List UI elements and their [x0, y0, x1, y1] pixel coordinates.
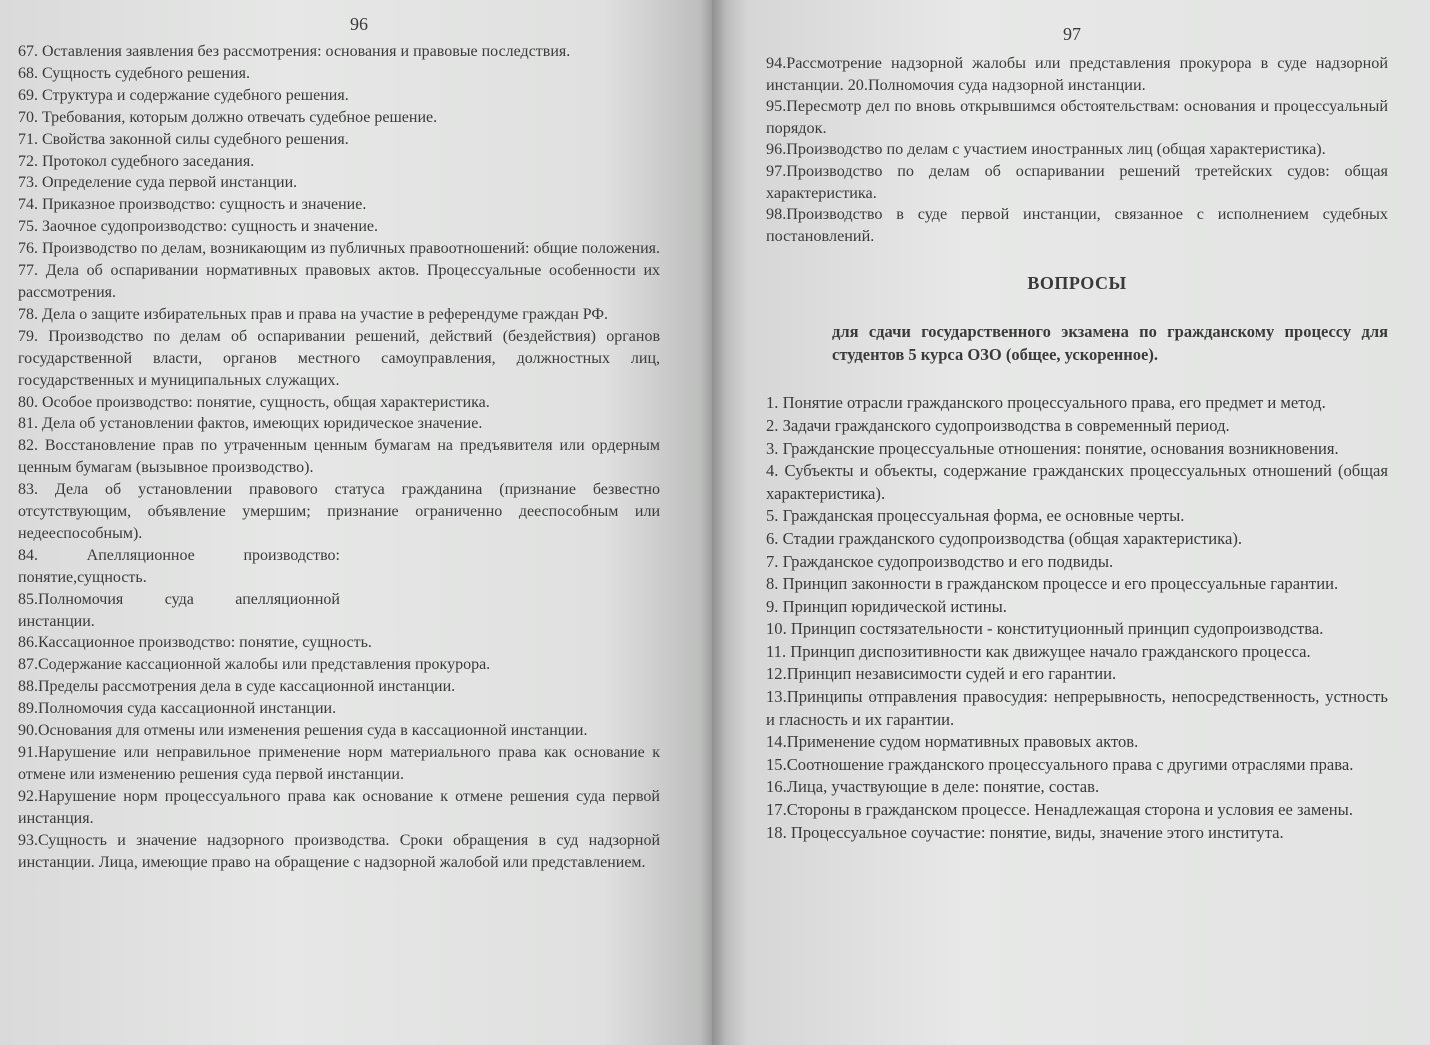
left-page — [0, 0, 712, 1045]
list-item: 74. Приказное производство: сущность и значение. — [18, 196, 367, 214]
list-item: 98.Производство в суде первой инстанции, связанное с исполнением судебных постановлений. — [766, 205, 1388, 245]
list-item: 18. Процессуальное соучастие: понятие, виды, значение этого института. — [766, 822, 1284, 842]
list-item: 6. Стадии гражданского судопроизводства (общая характеристика). — [766, 528, 1243, 548]
list-item: 89.Полномочия суда кассационной инстанции. — [18, 700, 337, 718]
list-item: 8. Принцип законности в гражданском процессе и его процессуальные гарантии. — [766, 574, 1339, 594]
list-item: 69. Структура и содержание судебного решения. — [18, 86, 349, 104]
list-item: 3. Гражданские процессуальные отношения: понятие, основания возникновения. — [766, 438, 1339, 458]
list-item: 87.Содержание кассационной жалобы или представления прокурора. — [18, 656, 491, 674]
list-item: 15.Соотношение гражданского процессуального права с другими отраслями права. — [766, 754, 1354, 774]
list-item: 13.Принципы отправления правосудия: непрерывность, непосредственность, устность и гласность и их гарантии. — [766, 687, 1388, 729]
list-item: 4. Субъекты и объекты, содержание гражданских процессуальных отношений (общая характеристика). — [766, 461, 1388, 503]
list-item: 72. Протокол судебного заседания. — [18, 152, 255, 170]
list-item: 86.Кассационное производство: понятие, сущность. — [18, 634, 372, 652]
list-item: 90.Основания для отмены или изменения решения суда в кассационной инстанции. — [18, 722, 588, 740]
list-item: 93.Сущность и значение надзорного производства. Сроки обращения в суд надзорной инстанции. Лица, имеющие право на обращение с надзорной жалобой или представлением. — [18, 831, 660, 871]
list-item: 96.Производство по делам с участием иностранных лиц (общая характеристика). — [766, 140, 1326, 159]
list-item: 16.Лица, участвующие в деле: понятие, состав. — [766, 777, 1100, 797]
list-item: 85.Полномочия суда апелляционной инстанции. — [18, 590, 340, 630]
page-number-right: 97 — [1063, 24, 1081, 44]
list-item: 1. Понятие отрасли гражданского процессуального права, его предмет и метод. — [766, 393, 1326, 413]
list-item: 83. Дела об установлении правового статуса гражданина (признание безвестно отсутствующим, объявление умершим; признание ограниченно дееспособным или недееспособным). — [18, 481, 660, 542]
list-item: 11. Принцип диспозитивности как движущее начало гражданского процесса. — [766, 641, 1311, 661]
right-page — [712, 0, 1430, 1045]
section-subheading: для сдачи государственного экзамена по гражданскому процессу для студентов 5 курса ОЗО (общее, ускоренное). — [832, 322, 1388, 365]
list-item: 67. Оставления заявления без рассмотрения: основания и правовые последствия. — [18, 43, 571, 60]
list-item: 80. Особое производство: понятие, сущность, общая характеристика. — [18, 393, 490, 411]
list-item: 88.Пределы рассмотрения дела в суде кассационной инстанции. — [18, 678, 456, 696]
list-item: 95.Пересмотр дел по вновь открывшимся обстоятельствам: основания и процессуальный порядок. — [766, 97, 1388, 137]
list-item: 77. Дела об оспаривании нормативных правовых актов. Процессуальные особенности их рассмотрения. — [18, 262, 660, 301]
question-list — [766, 392, 1388, 844]
list-item: 12.Принцип независимости судей и его гарантии. — [766, 664, 1117, 684]
list-item: 17.Стороны в гражданском процессе. Ненадлежащая сторона и условия ее замены. — [766, 800, 1353, 820]
list-item: 75. Заочное судопроизводство: сущность и значение. — [18, 218, 379, 236]
list-item: 92.Нарушение норм процессуального права как основание к отмене решения суда первой инстанция. — [18, 787, 660, 827]
list-item: 78. Дела о защите избирательных прав и права на участие в референдуме граждан РФ. — [18, 305, 609, 323]
list-item: 70. Требования, которым должно отвечать судебное решение. — [18, 108, 438, 126]
list-item: 91.Нарушение или неправильное применение норм материального права как основание к отмене или изменению решения суда первой инстанции. — [18, 744, 660, 783]
list-item: 7. Гражданское судопроизводство и его подвиды. — [766, 551, 1114, 571]
list-item: 84. Апелляционное производство: понятие,сущность. — [18, 546, 340, 586]
list-item: 5. Гражданская процессуальная форма, ее основные черты. — [766, 506, 1185, 526]
list-item: 97.Производство по делам об оспаривании решений третейских судов: общая характеристика. — [766, 161, 1388, 202]
page-number-left: 96 — [350, 14, 368, 34]
list-item: 9. Принцип юридической истины. — [766, 596, 1007, 616]
section-heading: ВОПРОСЫ — [1027, 273, 1127, 294]
list-item: 73. Определение суда первой инстанции. — [18, 174, 298, 192]
list-item: 76. Производство по делам, возникающим из публичных правоотношений: общие положения. — [18, 240, 660, 258]
list-item: 10. Принцип состязательности - конституционный принцип судопроизводства. — [766, 619, 1324, 639]
list-item: 14.Применение судом нормативных правовых актов. — [766, 732, 1139, 752]
list-item: 79. Производство по делам об оспаривании решений, действий (бездействия) органов государственной власти, органов местного самоуправления, должностных лиц, государственных и муниципальных служащих. — [18, 327, 660, 389]
list-item: 71. Свойства законной силы судебного решения. — [18, 130, 349, 148]
list-item: 82. Восстановление прав по утраченным ценным бумагам на предъявителя или ордерным ценным бумагам (вызывное производство). — [18, 437, 660, 477]
list-item: 94.Рассмотрение надзорной жалобы или представления прокурора в суде надзорной инстанции. 20.Полномочия суда надзорной инстанции. — [766, 54, 1388, 94]
list-item: 81. Дела об установлении фактов, имеющих юридическое значение. — [18, 415, 483, 433]
list-item: 2. Задачи гражданского судопроизводства в современный период. — [766, 415, 1230, 435]
list-item: 68. Сущность судебного решения. — [18, 64, 250, 82]
